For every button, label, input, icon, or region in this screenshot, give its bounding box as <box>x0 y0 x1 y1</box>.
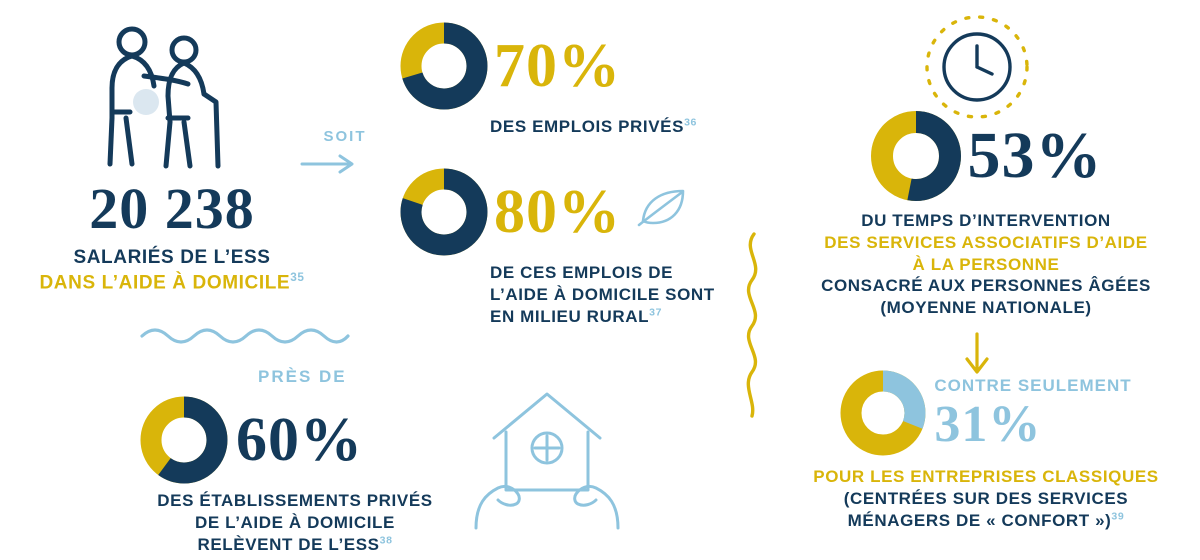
leaf-icon <box>635 185 691 229</box>
donut-chart-80 <box>400 168 488 256</box>
ess-caption-line2 <box>22 270 322 296</box>
stat-31-pretitle: CONTRE SEULEMENT <box>934 376 1132 396</box>
stat-53-caption-line4: CONSACRÉ AUX PERSONNES ÂGÉES <box>821 276 1151 296</box>
stat-block-ess <box>22 176 322 296</box>
donut-chart-70 <box>400 22 488 110</box>
stat-60-pretitle <box>258 366 347 388</box>
stat-60-footnote: 38 <box>379 533 393 546</box>
stat-80-caption-line3-text: EN MILIEU RURAL <box>490 306 650 326</box>
donut-chart-60 <box>140 396 228 484</box>
stat-31-caption-line3-text: MÉNAGERS DE « CONFORT ») <box>847 510 1112 530</box>
ess-footnote: 35 <box>290 271 305 285</box>
ess-caption-line1: SALARIÉS DE L’ESS <box>73 247 271 268</box>
stat-80-caption-line3 <box>490 306 740 328</box>
stat-block-80 <box>400 168 740 327</box>
house-in-hands-icon <box>462 372 632 532</box>
stat-block-53 <box>806 110 1166 319</box>
stat-60-value: 60% <box>236 406 363 474</box>
soit-label: SOIT <box>323 128 367 145</box>
clock-icon <box>912 8 1042 126</box>
stat-31-caption-line2: (CENTRÉES SUR DES SERVICES <box>843 488 1129 508</box>
stat-60-caption-line3-text: RELÈVENT DE L’ESS <box>197 534 380 554</box>
stat-31-value: 31% <box>934 395 1042 453</box>
stat-block-70 <box>400 22 730 138</box>
stat-53-caption-line2: DES SERVICES ASSOCIATIFS D’AIDE <box>824 232 1148 252</box>
two-people-walking-icon <box>88 14 268 194</box>
wave-divider <box>140 322 350 350</box>
stat-31-footnote: 39 <box>1111 509 1125 522</box>
stat-70-value: 70% <box>494 32 621 100</box>
stat-80-footnote: 37 <box>649 305 663 318</box>
stat-80-caption-line2: L’AIDE À DOMICILE SONT <box>490 284 715 304</box>
stat-53-caption-line1: DU TEMPS D’INTERVENTION <box>861 211 1111 230</box>
stat-53-value: 53% <box>967 119 1103 192</box>
stat-70-caption-text: DES EMPLOIS PRIVÉS <box>490 117 685 136</box>
stat-60-caption-line1: DES ÉTABLISSEMENTS PRIVÉS <box>157 491 433 510</box>
stat-60-caption-line3 <box>140 534 450 556</box>
stat-80-caption-line1: DE CES EMPLOIS DE <box>490 263 674 282</box>
stat-53-caption-line5: (MOYENNE NATIONALE) <box>880 298 1092 317</box>
stat-70-footnote: 36 <box>684 116 697 129</box>
stat-31-caption-line1: POUR LES ENTREPRISES CLASSIQUES <box>813 467 1159 486</box>
arrow-right-icon <box>300 153 390 175</box>
stat-80-value: 80% <box>494 178 621 246</box>
vertical-squiggle-divider <box>738 232 768 418</box>
stat-70-caption <box>490 116 730 138</box>
ess-caption-line2-text: DANS L’AIDE À DOMICILE <box>39 272 291 294</box>
stat-53-caption-line3: À LA PERSONNE <box>912 254 1060 274</box>
donut-chart-31 <box>840 370 926 456</box>
stat-block-60 <box>140 396 460 555</box>
donut-chart-53 <box>870 110 962 202</box>
stat-31-caption-line3 <box>806 510 1166 532</box>
stat-60-pretitle-text: PRÈS DE <box>258 367 347 386</box>
stat-60-caption-line2: DE L’AIDE À DOMICILE <box>195 512 395 532</box>
stat-block-31 <box>806 370 1166 531</box>
soit-connector <box>300 128 390 175</box>
ess-number: 20 238 <box>89 176 255 241</box>
